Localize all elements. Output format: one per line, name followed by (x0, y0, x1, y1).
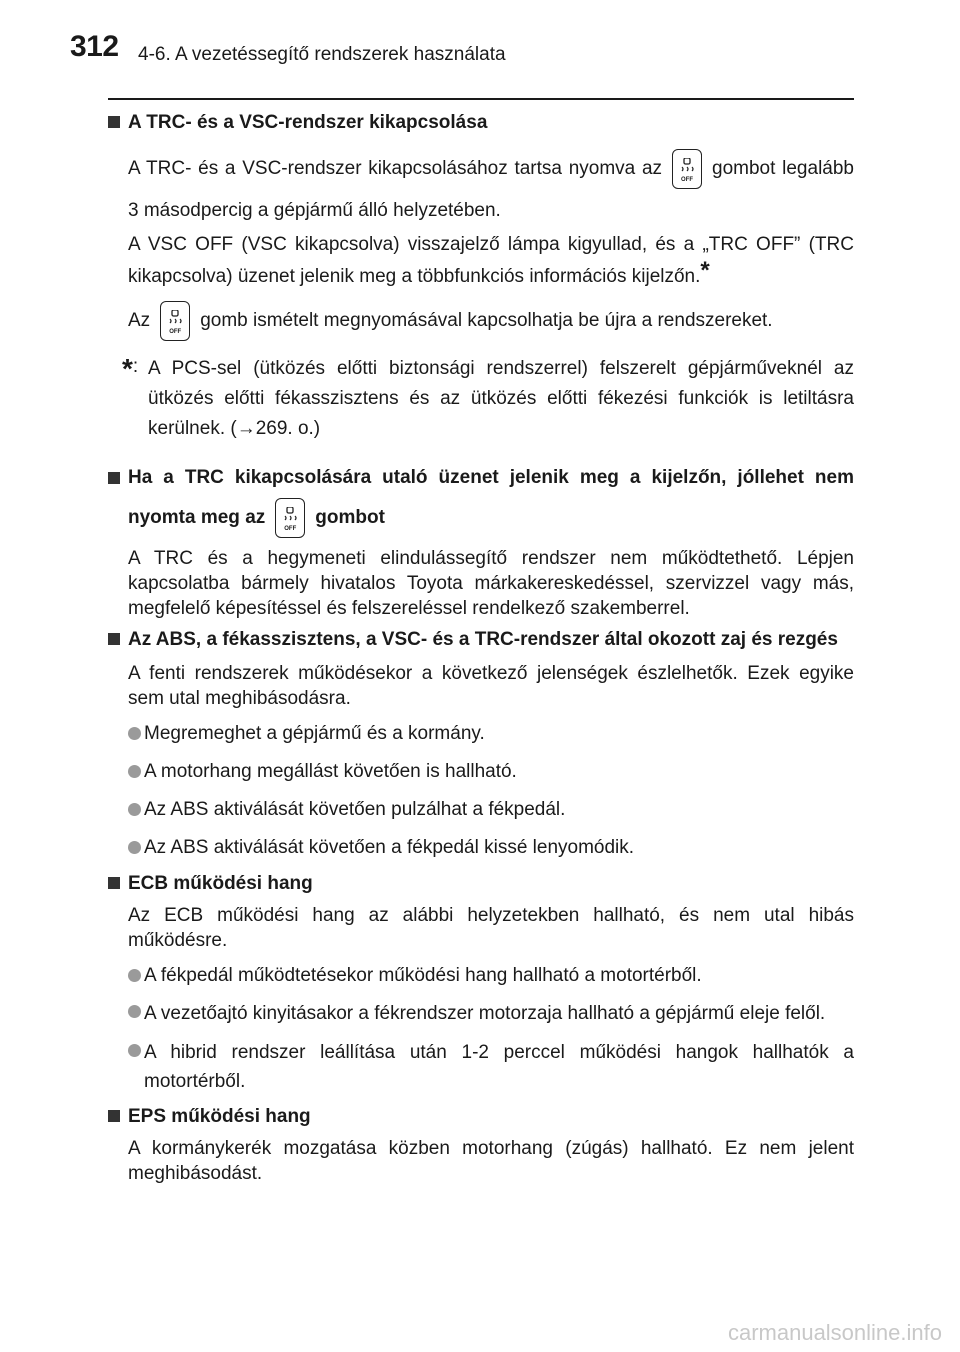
list-item (108, 1038, 854, 1096)
list-item-text: A fékpedál működtetésekor működési hang hallható a motortérből. (144, 965, 702, 987)
text: gombot legalább 3 másodpercig a gépjármű álló helyzetében. (128, 158, 854, 221)
section-trc-vsc-off-heading (108, 110, 854, 136)
paragraph: A fenti rendszerek működésekor a következő jelenségek észlelhetők. Ezek egyike sem utal meghibásodásra. (128, 663, 854, 710)
section-square-icon (108, 1110, 120, 1122)
list-item (108, 759, 854, 785)
list-item (108, 721, 854, 747)
list-item (108, 999, 854, 1028)
bullet-icon (128, 1044, 141, 1057)
bullet-icon (128, 969, 141, 982)
paragraph: A kormánykerék mozgatása közben motorhang (zúgás) hallható. Ez nem jelent meghibásodást. (128, 1138, 854, 1185)
list-item (108, 963, 854, 989)
bullet-icon (128, 765, 141, 778)
bullet-icon (128, 727, 141, 740)
section-title: A TRC- és a VSC-rendszer kikapcsolása (128, 112, 488, 133)
section-title: Az ABS, a fékasszisztens, a VSC- és a TRC-rendszer által okozott zaj és rezgés (128, 629, 838, 651)
paragraph (108, 148, 854, 232)
trc-off-button-icon (160, 301, 190, 341)
bullet-icon (128, 1005, 141, 1018)
section-title: EPS működési hang (128, 1106, 311, 1128)
list-item-text: Megremeghet a gépjármű és a kormány. (144, 723, 485, 745)
footnote-star: * (122, 353, 133, 384)
text: A VSC OFF (VSC kikapcsolva) visszajelző lámpa kigyullad, és a „TRC OFF” (TRC kikapcsolva) üzenet jelenik meg a többfunkciós információs kijelzőn. (128, 234, 854, 287)
list-item-text: Az ABS aktiválását követően pulzálhat a fékpedál. (144, 799, 566, 821)
bullet-icon (128, 841, 141, 854)
section-title: ECB működési hang (128, 873, 313, 895)
skid-car-icon (281, 507, 299, 523)
footnote (108, 354, 854, 444)
paragraph: Az ECB működési hang az alábbi helyzetekben hallható, és nem utal hibás működésre. (128, 905, 854, 952)
list-item-text: Az ABS aktiválását követően a fékpedál kissé lenyomódik. (144, 837, 635, 859)
skid-car-icon (166, 310, 184, 326)
off-label: OFF (169, 328, 182, 335)
bullet-icon (128, 803, 141, 816)
list-item-text: A hibrid rendszer leállítása után 1-2 perccel működési hangok hallhatók a motortérből. (144, 1042, 854, 1093)
text: Az (128, 310, 151, 331)
page-content (108, 106, 854, 1186)
trc-off-button-icon (672, 149, 702, 189)
section-trc-message-heading (108, 458, 854, 538)
footnote-star: * (700, 257, 710, 284)
list-item-text: A motorhang megállást követően is hallható. (144, 761, 517, 783)
list-item (108, 835, 854, 861)
section-square-icon (108, 472, 120, 484)
footnote-mark (122, 354, 138, 382)
section-ecb-heading (108, 871, 854, 897)
paragraph (108, 298, 854, 344)
text: : (132, 356, 139, 377)
off-label: OFF (681, 176, 694, 183)
section-title: gombot (315, 507, 385, 529)
list-item (108, 797, 854, 823)
section-title: Ha a TRC kikapcsolására utaló üzenet jelenik meg a kijelzőn, jóllehet nem nyomta meg az (128, 467, 854, 529)
section-noise-vibration-heading (108, 627, 854, 653)
header-rule (108, 98, 854, 100)
chapter-title: 4-6. A vezetéssegítő rendszerek használata (138, 44, 506, 65)
section-square-icon (108, 633, 120, 645)
text: gomb ismételt megnyomásával kapcsolhatja be újra a rendszereket. (200, 310, 773, 331)
footnote-text: A PCS-sel (ütközés előtti biztonsági rendszerrel) felszerelt gépjárműveknél az ütközés előtti fékasszisztens és az ütközés előtti fékezési funkciók is letiltásra kerülnek. (→269. o.) (148, 358, 854, 439)
list-item-text: A vezetőajtó kinyitásakor a fékrendszer motorzaja hallható a gépjármű eleje felől. (144, 1003, 826, 1025)
paragraph: A TRC és a hegymeneti elindulássegítő rendszer nem működtethető. Lépjen kapcsolatba bármely hivatalos Toyota márkakereskedéssel, szervizzel vagy más, megfelelő képesítéssel és felszereléssel rendelkező szakemberrel. (128, 548, 854, 620)
off-label: OFF (284, 526, 297, 532)
section-square-icon (108, 116, 120, 128)
section-square-icon (108, 877, 120, 889)
skid-car-icon (678, 158, 696, 174)
trc-off-button-icon (275, 498, 305, 538)
section-eps-heading (108, 1104, 854, 1130)
page-number: 312 (70, 30, 119, 63)
watermark: carmanualsonline.info (727, 1320, 942, 1345)
paragraph (108, 232, 854, 290)
text: A TRC- és a VSC-rendszer kikapcsolásához tartsa nyomva az (128, 158, 663, 179)
